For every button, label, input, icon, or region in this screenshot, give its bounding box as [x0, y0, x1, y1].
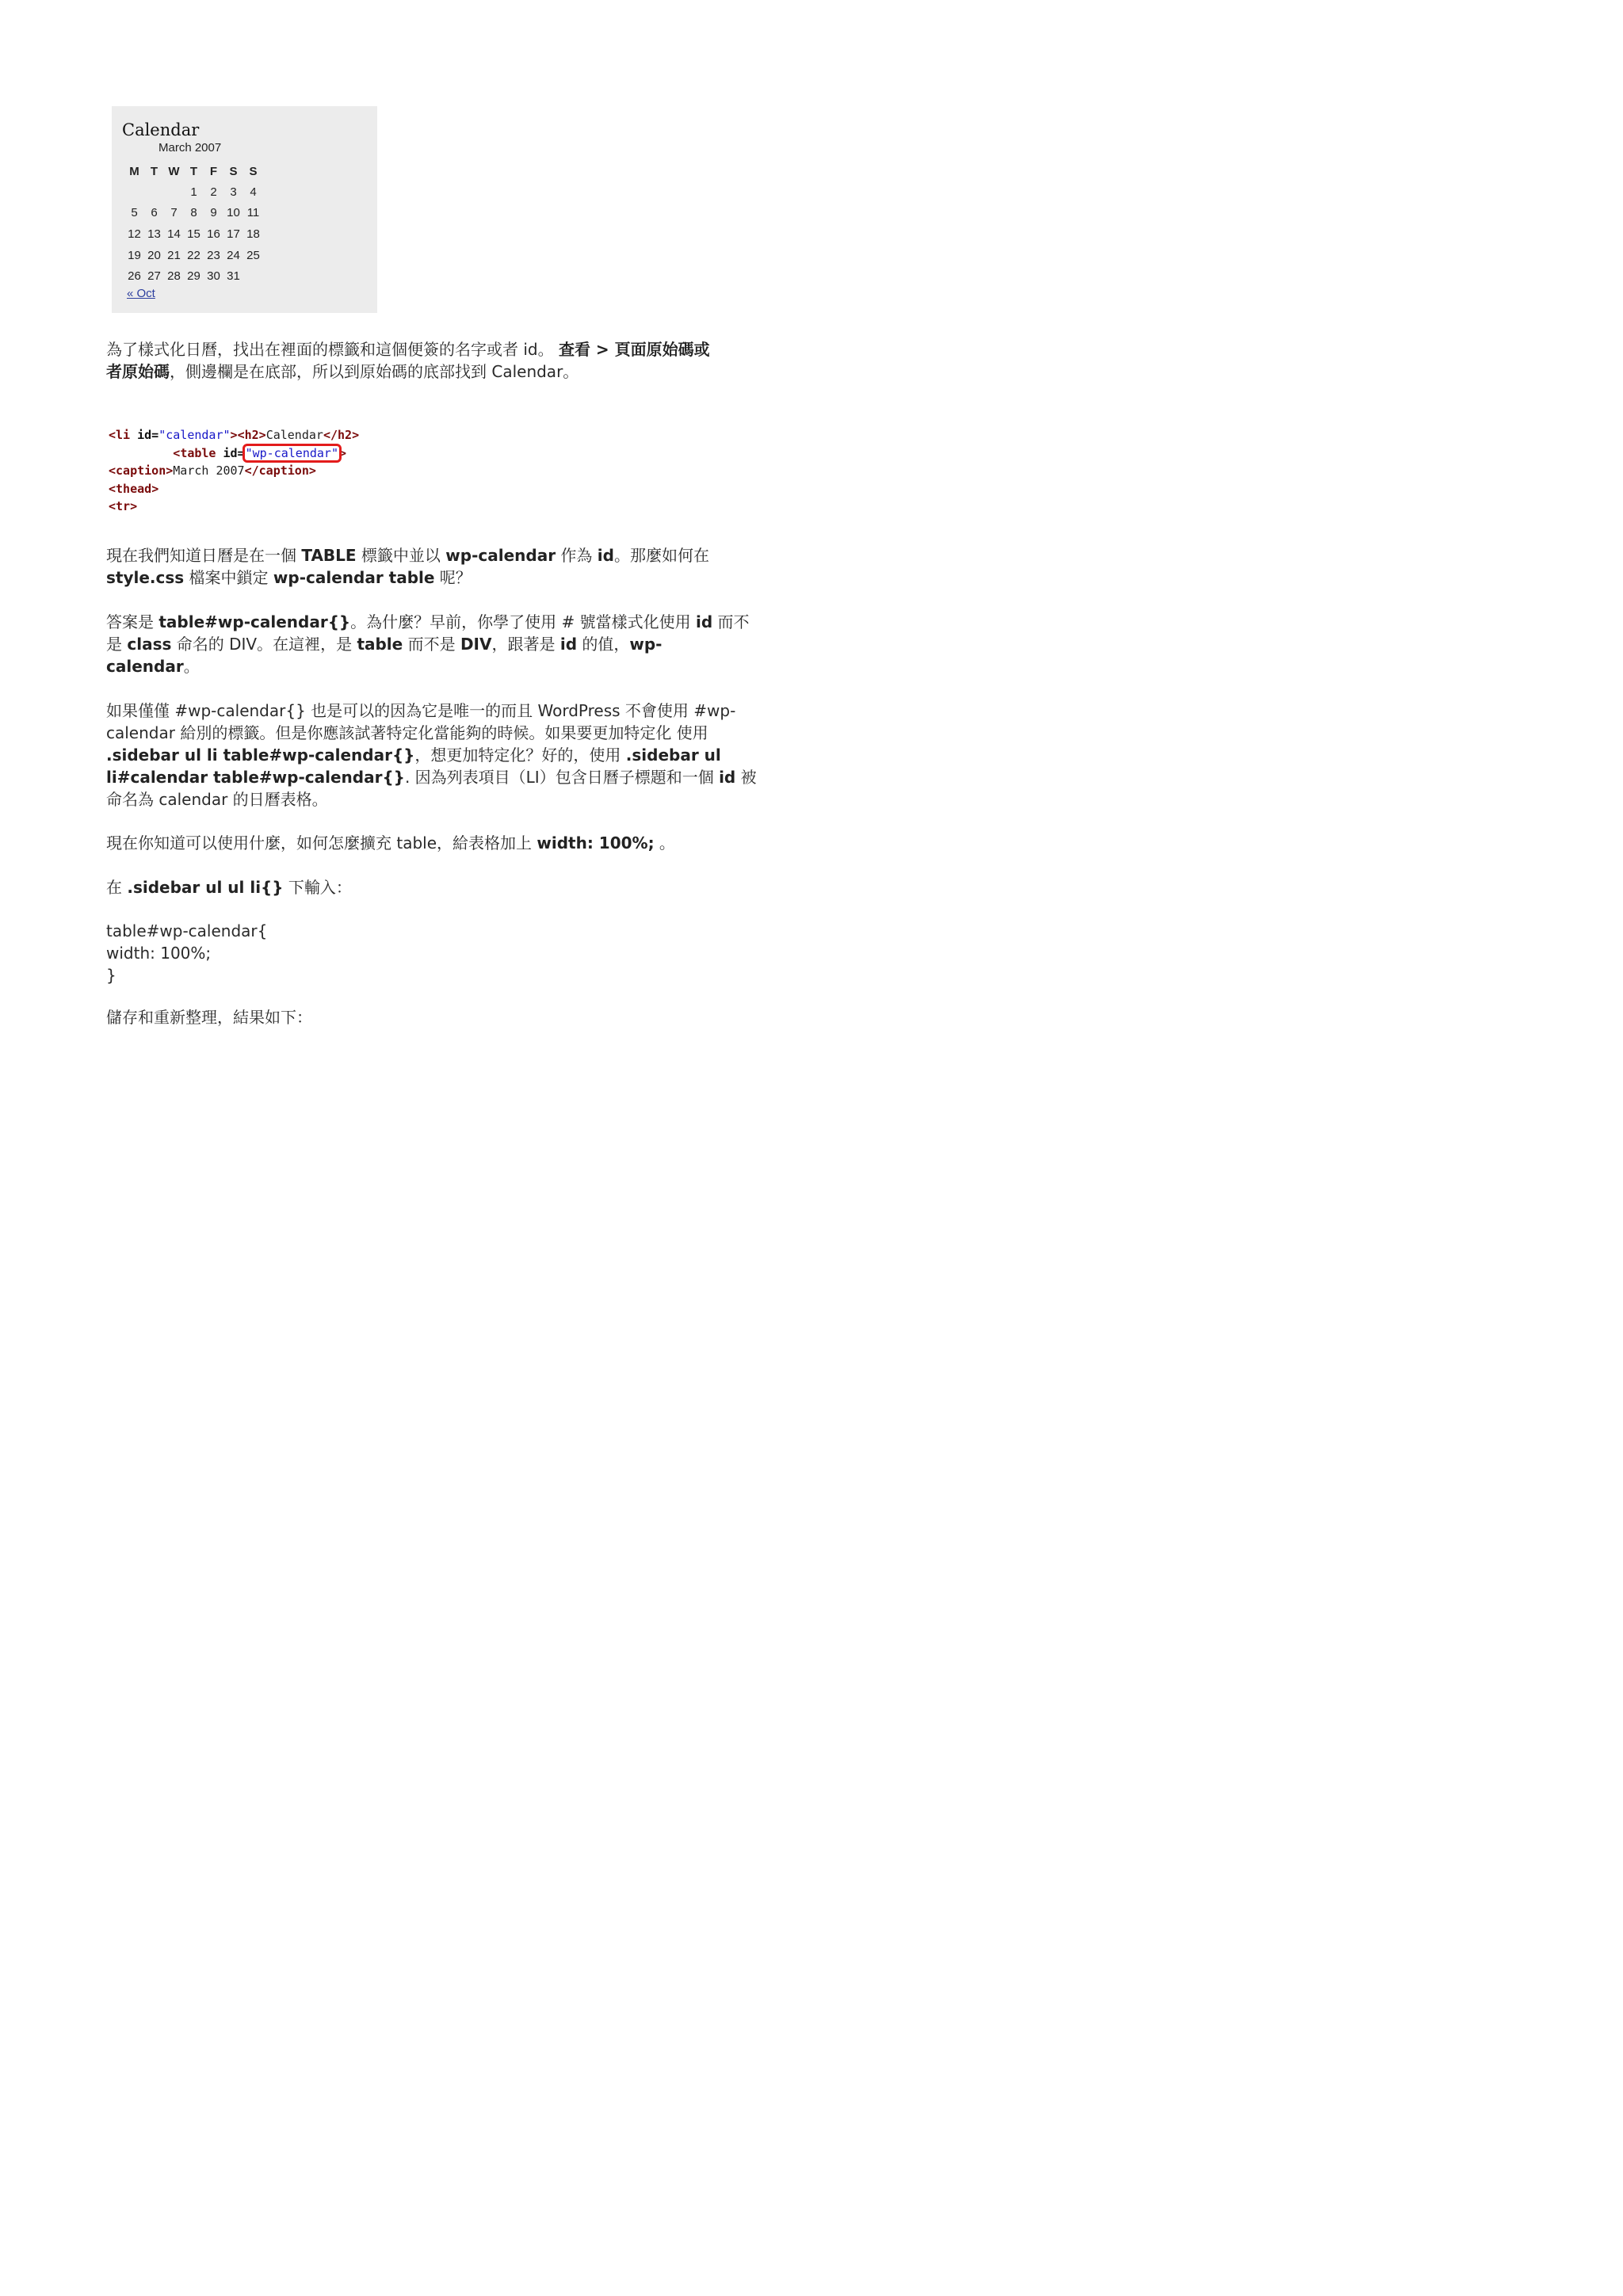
calendar-day-cell: 21 — [167, 248, 181, 262]
code-line: <table id="wp-calendar"> — [173, 445, 347, 460]
calendar-day-cell: 28 — [167, 269, 181, 284]
calendar-day-cell: 12 — [128, 227, 141, 241]
weekday-cell: F — [209, 164, 218, 178]
calendar-day-cell: 3 — [230, 185, 237, 199]
paragraph-enter-under: 在 .sidebar ul ul li{} 下輸入： — [106, 878, 352, 897]
calendar-day-cell: 26 — [128, 269, 141, 284]
calendar-day-cell — [164, 181, 184, 203]
calendar-day-cell: 19 — [128, 248, 141, 262]
calendar-day-cell: 14 — [167, 227, 181, 241]
calendar-day-cell: 8 — [190, 206, 197, 220]
calendar-day-cell: 13 — [147, 227, 161, 241]
calendar-day-cell: 27 — [147, 269, 161, 284]
calendar-week-row — [124, 223, 263, 245]
html-source-code-block — [109, 426, 359, 516]
calendar-day-cell: 20 — [147, 248, 161, 262]
calendar-day-cell: 31 — [227, 269, 240, 284]
css-snippet: table#wp-calendar{ width: 100%; } — [106, 921, 268, 985]
calendar-title: Calendar — [122, 120, 200, 139]
calendar-day-cell: 22 — [187, 248, 200, 262]
bold-span: 查看 > 頁面原始碼或 — [558, 340, 710, 359]
calendar-week-row — [124, 245, 263, 266]
calendar-week-row — [124, 265, 263, 287]
paragraph-width: 現在你知道可以使用什麼，如何怎麼擴充 table，給表格加上 width: 100%; 。 — [106, 833, 675, 852]
calendar-day-cell: 25 — [246, 248, 260, 262]
code-line: <li id="calendar"><h2>Calendar</h2> — [109, 428, 360, 442]
text-span: 為了樣式化日曆，找出在裡面的標籤和這個便簽的名字或者 id。 — [106, 340, 559, 359]
paragraph-answer: 答案是 table#wp-calendar{}。為什麼？早前，你學了使用 # 號當樣式化使用 id 而不 是 class 命名的 DIV。在這裡，是 table 而不是 DIV，跟著是 id 的值，wp- calendar。 — [106, 612, 750, 676]
calendar-day-cell: 30 — [207, 269, 220, 284]
weekday-cell: S — [249, 164, 258, 178]
calendar-day-cell: 29 — [187, 269, 200, 284]
calendar-caption: March 2007 — [158, 141, 222, 154]
calendar-day-cell: 4 — [250, 185, 257, 199]
calendar-week-row — [124, 203, 263, 224]
calendar-day-cell: 2 — [210, 185, 217, 199]
calendar-day-cell: 24 — [227, 248, 240, 262]
highlighted-id-value: "wp-calendar" — [245, 445, 338, 460]
weekday-cell: W — [168, 164, 180, 178]
bold-span: 者原始碼 — [106, 362, 170, 381]
calendar-day-cell: 10 — [227, 206, 240, 220]
weekday-header-row — [124, 161, 263, 181]
text-span: ，側邊欄是在底部，所以到原始碼的底部找到 Calendar。 — [170, 362, 579, 381]
calendar-widget-screenshot — [112, 106, 377, 313]
calendar-day-cell: 18 — [246, 227, 260, 241]
calendar-day-cell: 9 — [210, 206, 217, 220]
calendar-day-cell: 7 — [170, 206, 178, 220]
weekday-cell: M — [129, 164, 139, 178]
calendar-day-cell: 23 — [207, 248, 220, 262]
code-line: <thead> — [109, 481, 159, 496]
calendar-grid — [124, 161, 263, 287]
calendar-day-cell: 15 — [187, 227, 200, 241]
calendar-day-cell — [243, 265, 263, 287]
calendar-week-row — [124, 181, 263, 203]
calendar-day-cell: 6 — [151, 206, 158, 220]
prev-month-link[interactable]: « Oct — [127, 287, 155, 300]
calendar-day-cell: 16 — [207, 227, 220, 241]
paragraph-specificity: 如果僅僅 #wp-calendar{} 也是可以的因為它是唯一的而且 WordPress 不會使用 #wp- calendar 給別的標籤。但是你應該試著特定化當能夠的時候。如果要更加特定化 使用 .sidebar ul li table#wp-calendar{}，想更加特定化？好的，使用 .sidebar ul li#calendar table#wp-calendar{}. 因為列表項目（LI）包含日曆子標題和一個 id 被 命名為 calendar 的日曆表格。 — [106, 701, 757, 809]
code-line: <tr> — [109, 499, 138, 513]
weekday-cell: T — [189, 164, 198, 178]
paragraph-table-id: 現在我們知道日曆是在一個 TABLE 標籤中並以 wp-calendar 作為 id。那麼如何在 style.css 檔案中鎖定 wp-calendar table 呢？ — [106, 546, 709, 587]
calendar-day-cell — [144, 181, 164, 203]
calendar-day-cell: 5 — [131, 206, 138, 220]
paragraph-result: 儲存和重新整理，結果如下： — [106, 1008, 312, 1027]
calendar-day-cell — [124, 181, 144, 203]
calendar-day-cell: 17 — [227, 227, 240, 241]
calendar-day-cell: 1 — [190, 185, 197, 199]
calendar-day-cell: 11 — [246, 206, 260, 220]
weekday-cell: T — [150, 164, 158, 178]
paragraph-intro — [106, 338, 780, 383]
code-line: <caption>March 2007</caption> — [109, 463, 316, 478]
weekday-cell: S — [229, 164, 238, 178]
